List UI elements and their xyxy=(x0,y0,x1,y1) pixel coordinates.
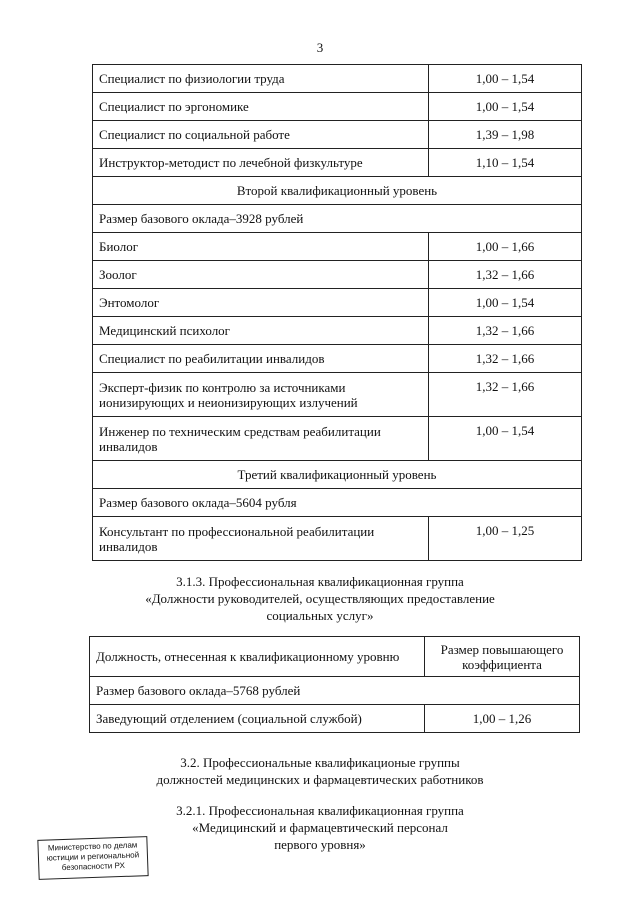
position-name: Заведующий отделением (социальной службой) xyxy=(90,705,425,733)
heading-line: должностей медицинских и фармацевтических работников xyxy=(156,772,484,787)
position-name: Специалист по реабилитации инвалидов xyxy=(93,345,429,373)
coefficient-value: 1,00 – 1,54 xyxy=(429,65,582,93)
stamp-line: Министерство по делам xyxy=(47,840,138,853)
position-name: Консультант по профессиональной реабилитации инвалидов xyxy=(93,517,429,561)
section-3-2-heading xyxy=(0,754,640,788)
salary-text: Размер базового оклада–5604 рубля xyxy=(93,489,582,517)
heading-line: социальных услуг» xyxy=(266,608,374,623)
table-row xyxy=(93,149,582,177)
heading-line: первого уровня» xyxy=(274,837,366,852)
salary-text: Размер базового оклада–5768 рублей xyxy=(90,677,580,705)
position-name: Инженер по техническим средствам реабилитации инвалидов xyxy=(93,417,429,461)
stamp-line: юстиции и региональной xyxy=(46,850,140,863)
table-row xyxy=(93,517,582,561)
coefficient-value: 1,32 – 1,66 xyxy=(429,317,582,345)
table-row xyxy=(93,417,582,461)
position-name: Специалист по физиологии труда xyxy=(93,65,429,93)
managers-table xyxy=(89,636,580,733)
heading-line: 3.2.1. Профессиональная квалификационная группа xyxy=(176,803,464,818)
position-name: Медицинский психолог xyxy=(93,317,429,345)
table-row xyxy=(93,93,582,121)
position-name: Специалист по социальной работе xyxy=(93,121,429,149)
table-header-row xyxy=(90,637,580,677)
salary-row xyxy=(93,489,582,517)
heading-line: «Должности руководителей, осуществляющих предоставление xyxy=(145,591,495,606)
table-row xyxy=(90,705,580,733)
salary-text: Размер базового оклада–3928 рублей xyxy=(93,205,582,233)
level-row xyxy=(93,461,582,489)
qualification-level: Второй квалификационный уровень xyxy=(93,177,582,205)
section-3-1-3-heading xyxy=(0,573,640,624)
table-row xyxy=(93,345,582,373)
table-row xyxy=(93,317,582,345)
header-coefficient: Размер повышающего коэффициента xyxy=(425,637,580,677)
coefficients-table xyxy=(92,64,582,561)
coefficient-value: 1,32 – 1,66 xyxy=(429,373,582,417)
coefficient-value: 1,00 – 1,54 xyxy=(429,417,582,461)
table-row xyxy=(93,373,582,417)
position-name: Специалист по эргономике xyxy=(93,93,429,121)
position-name: Биолог xyxy=(93,233,429,261)
page-number: 3 xyxy=(316,40,324,55)
coefficient-value: 1,00 – 1,54 xyxy=(429,289,582,317)
ministry-stamp xyxy=(37,836,148,880)
coefficient-value: 1,00 – 1,25 xyxy=(429,517,582,561)
table-row xyxy=(93,261,582,289)
coefficient-value: 1,32 – 1,66 xyxy=(429,345,582,373)
stamp-line: безопасности РХ xyxy=(61,860,125,873)
table-row xyxy=(93,65,582,93)
position-name: Зоолог xyxy=(93,261,429,289)
table-row xyxy=(93,289,582,317)
coefficient-value: 1,00 – 1,54 xyxy=(429,93,582,121)
heading-line: 3.2. Профессиональные квалификационые группы xyxy=(180,755,460,770)
coefficient-value: 1,39 – 1,98 xyxy=(429,121,582,149)
heading-line: «Медицинский и фармацевтический персонал xyxy=(192,820,448,835)
heading-line: 3.1.3. Профессиональная квалификационная группа xyxy=(176,574,464,589)
header-position: Должность, отнесенная к квалификационному уровню xyxy=(90,637,425,677)
level-row xyxy=(93,177,582,205)
table-row xyxy=(93,233,582,261)
coefficient-value: 1,00 – 1,26 xyxy=(425,705,580,733)
position-name: Энтомолог xyxy=(93,289,429,317)
coefficient-value: 1,32 – 1,66 xyxy=(429,261,582,289)
salary-row xyxy=(93,205,582,233)
position-name: Эксперт-физик по контролю за источниками ионизирующих и неионизирующих излучений xyxy=(93,373,429,417)
salary-row xyxy=(90,677,580,705)
qualification-level: Третий квалификационный уровень xyxy=(93,461,582,489)
position-name: Инструктор-методист по лечебной физкультуре xyxy=(93,149,429,177)
coefficient-value: 1,00 – 1,66 xyxy=(429,233,582,261)
coefficient-value: 1,10 – 1,54 xyxy=(429,149,582,177)
table-row xyxy=(93,121,582,149)
